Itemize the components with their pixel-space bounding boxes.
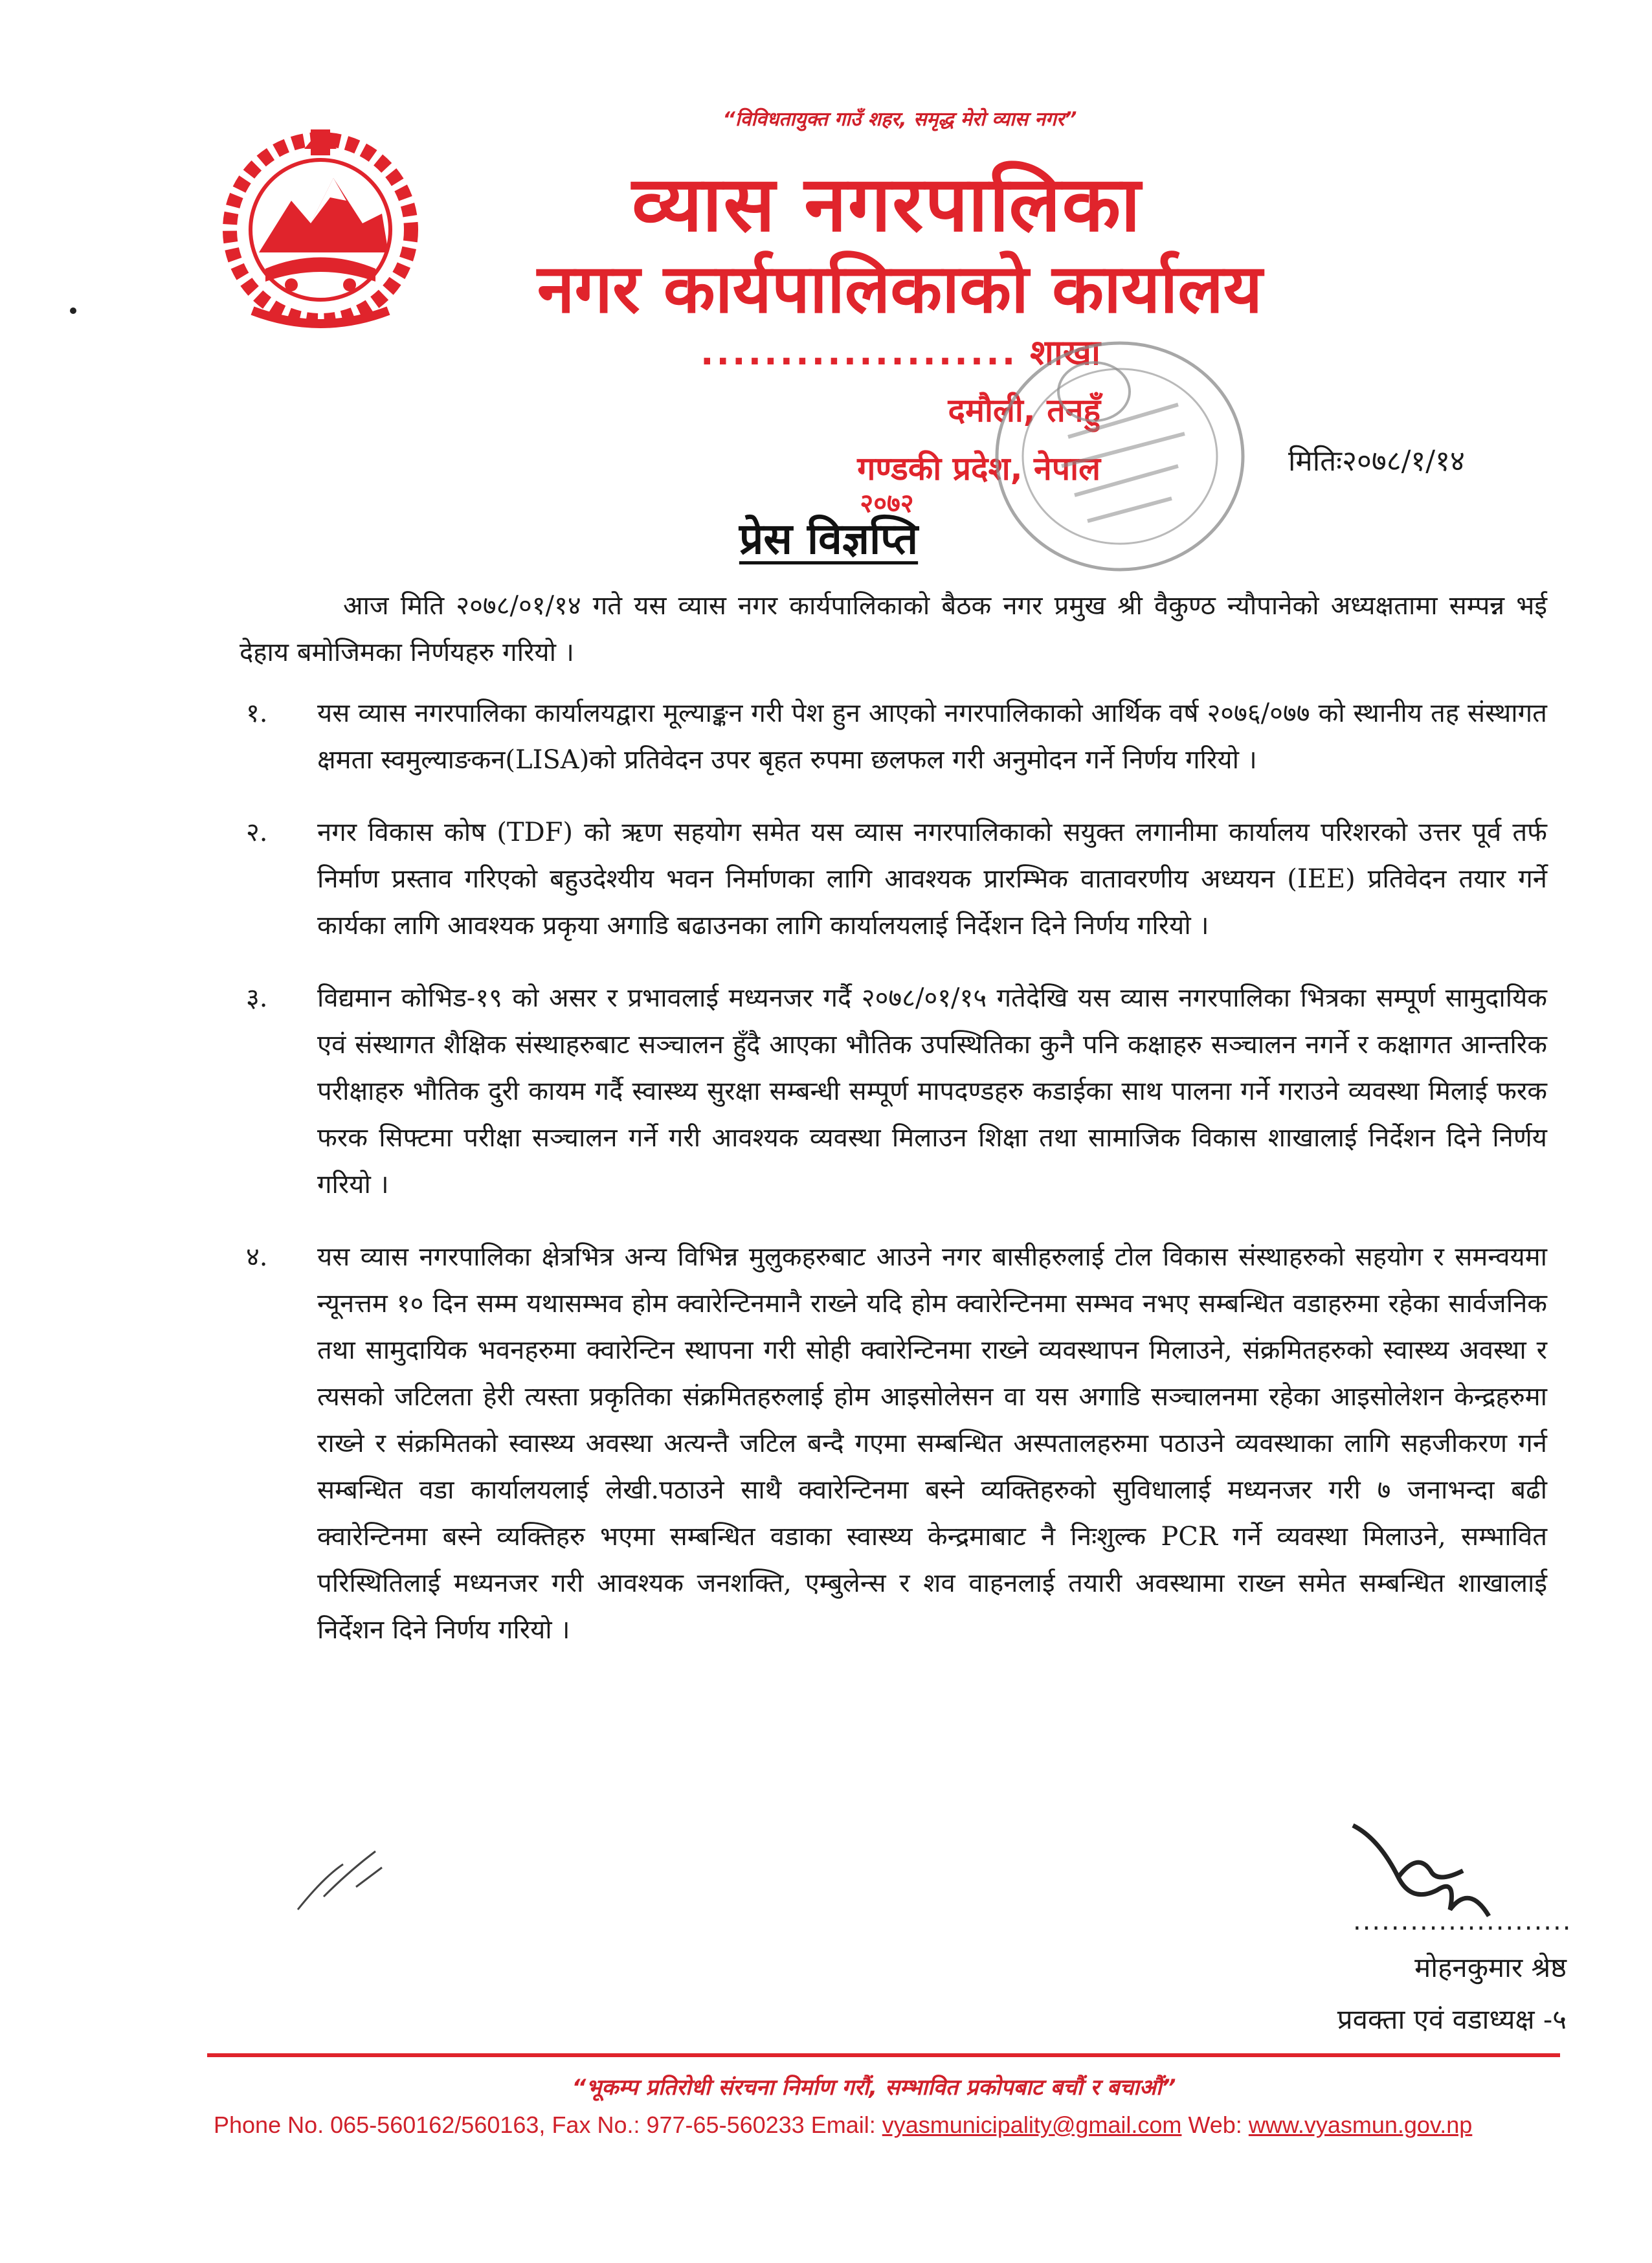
pen-mark-icon bbox=[285, 1838, 401, 1923]
website-link[interactable]: www.vyasmun.gov.np bbox=[1248, 2112, 1473, 2138]
nepal-emblem-icon bbox=[214, 117, 427, 337]
email-link[interactable]: vyasmunicipality@gmail.com bbox=[882, 2112, 1182, 2138]
address-year: २०७२ bbox=[860, 489, 914, 518]
footer-divider bbox=[207, 2053, 1560, 2057]
document-date: मितिः२०७८/१/१४ bbox=[1288, 445, 1465, 478]
item-number: ४. bbox=[246, 1242, 268, 1272]
office-name: नगर कार्यपालिकाको कार्यालय bbox=[537, 249, 1263, 328]
item-text: यस व्यास नगरपालिका क्षेत्रभित्र अन्य विभिन्न मुलुकहरुबाट आउने नगर बासीहरुलाई टोल विकास संस्थाहरुको सहयोग र समन्वयमा न्यूनत्तम १० दिन सम्म यथासम्भव होम क्वारेन्टिनमानै राख्ने यदि होम क्वारेन्टिनमा सम्भव नभए सम्बन्धित वडाहरुमा रहेका सार्वजनिक तथा सामुदायिक भवनहरुमा क्वारेन्टिन स्थापना गरी सोही क्वारेन्टिनमा राख्ने व्यवस्थापन मिलाउने, संक्रमितहरुको स्वास्थ्य अवस्था र त्यसको जटिलता हेरी त्यस्ता प्रकृतिका संक्रमितहरुलाई होम आइसोलेसन वा यस अगाडि सञ्चालनमा रहेका आइसोलेशन केन्द्रहरुमा राख्ने र संक्रमितको स्वास्थ्य अवस्था अत्यन्तै जटिल बन्दै गएमा सम्बन्धित अस्पतालहरुमा पठाउने व्यवस्थाका लागि सहजीकरण गर्न सम्बन्धित वडा कार्यालयलाई लेखी.पठाउने साथै क्वारेन्टिनमा बस्ने व्यक्तिहरुको सुविधालाई मध्यनजर गरी ७ जनाभन्दा बढी क्वारेन्टिनमा बस्ने व्यक्तिहरु भएमा सम्बन्धित वडाका स्वास्थ्य केन्द्रमाबाट नै निःशुल्क PCR गर्ने व्यवस्था मिलाउने, सम्भावित परिस्थितिलाई मध्यनजर गरी आवश्यक जनशक्ति, एम्बुलेन्स र शव वाहनलाई तयारी अवस्थामा राख्न समेत सम्बन्धित शाखालाई निर्देशन दिने निर्णय गरियो । bbox=[317, 1242, 1547, 1645]
web-label: Web: bbox=[1188, 2112, 1242, 2138]
branch-label: शाखा bbox=[1030, 332, 1100, 373]
municipality-name: व्यास नगरपालिका bbox=[632, 159, 1142, 249]
address-province: गण्डकी प्रदेश, नेपाल bbox=[857, 450, 1100, 487]
decision-item bbox=[240, 690, 1547, 783]
item-text: यस व्यास नगरपालिका कार्यालयद्वारा मूल्याङ्कन गरी पेश हुन आएको नगरपालिकाको आर्थिक वर्ष २०७६/०७७ को स्थानीय तह संस्थागत क्षमता स्वमुल्याङकन(LISA)को प्रतिवेदन उपर बृहत रुपमा छलफल गरी अनुमोदन गर्ने निर्णय गरियो । bbox=[317, 698, 1547, 775]
decision-item bbox=[240, 1234, 1547, 1653]
decision-item bbox=[240, 975, 1547, 1208]
intro-paragraph: आज मिति २०७८/०१/१४ गते यस व्यास नगर कार्यपालिकाको बैठक नगर प्रमुख श्री वैकुण्ठ न्यौपानेको अध्यक्षतामा सम्पन्न भई देहाय बमोजिमका निर्णयहरु गरियो । bbox=[240, 591, 1547, 667]
signatory-name: मोहनकुमार श्रेष्ठ bbox=[1414, 1952, 1567, 1983]
footer-motto: “भूकम्प प्रतिरोधी संरचना निर्माण गरौं, सम्भावित प्रकोपबाट बचौं र बचाऔं” bbox=[572, 2075, 1176, 2101]
footer-contact bbox=[214, 2112, 1573, 2139]
address-city: दमौली, तनहुँ bbox=[948, 392, 1100, 429]
scan-speck bbox=[70, 307, 76, 314]
signature-line: ....................... bbox=[1353, 1906, 1572, 1936]
document-body bbox=[240, 583, 1547, 1679]
phone-fax-label: Phone No. 065-560162/560163, Fax No.: 977-65-560233 Email: bbox=[214, 2112, 876, 2138]
signatory-title: प्रवक्ता एवं वडाध्यक्ष -५ bbox=[1337, 2003, 1567, 2035]
item-number: २. bbox=[246, 818, 268, 847]
header-motto: “विविधतायुक्त गाउँ शहर, समृद्ध मेरो व्यास नगर” bbox=[722, 108, 1077, 131]
item-text: विद्यमान कोभिड-१९ को असर र प्रभावलाई मध्यनजर गर्दै २०७८/०१/१५ गतेदेखि यस व्यास नगरपालिका भित्रका सम्पूर्ण सामुदायिक एवं संस्थागत शैक्षिक संस्थाहरुबाट सञ्चालन हुँदै आएका भौतिक उपस्थितिका कुनै पनि कक्षाहरु सञ्चालन नगर्ने र कक्षागत आन्तरिक परीक्षाहरु भौतिक दुरी कायम गर्दै स्वास्थ्य सुरक्षा सम्बन्धी सम्पूर्ण मापदण्डहरु कडाईका साथ पालना गर्ने गराउने व्यवस्था मिलाई फरक फरक सिफ्टमा परीक्षा सञ्चालन गर्ने गरी आवश्यक व्यवस्था मिलाउन शिक्षा तथा सामाजिक विकास शाखालाई निर्देशन दिने निर्णय गरियो । bbox=[317, 983, 1547, 1199]
decision-item bbox=[240, 809, 1547, 949]
document-title: प्रेस विज्ञप्ति bbox=[739, 514, 919, 564]
office-stamp-icon bbox=[984, 327, 1256, 586]
item-text: नगर विकास कोष (TDF) को ऋण सहयोग समेत यस व्यास नगरपालिकाको सयुक्त लगानीमा कार्यालय परिशरको उत्तर पूर्व तर्फ निर्माण प्रस्ताव गरिएको बहुउदेश्यीय भवन निर्माणका लागि आवश्यक प्रारम्भिक वातावरणीय अध्ययन (IEE) प्रतिवेदन तयार गर्ने कार्यका लागि आवश्यक प्रकृया अगाडि बढाउनका लागि कार्यालयलाई निर्देशन दिने निर्णय गरियो । bbox=[317, 818, 1547, 941]
branch-dots: .................... bbox=[700, 332, 1018, 373]
item-number: १. bbox=[246, 698, 268, 728]
item-number: ३. bbox=[246, 983, 268, 1013]
